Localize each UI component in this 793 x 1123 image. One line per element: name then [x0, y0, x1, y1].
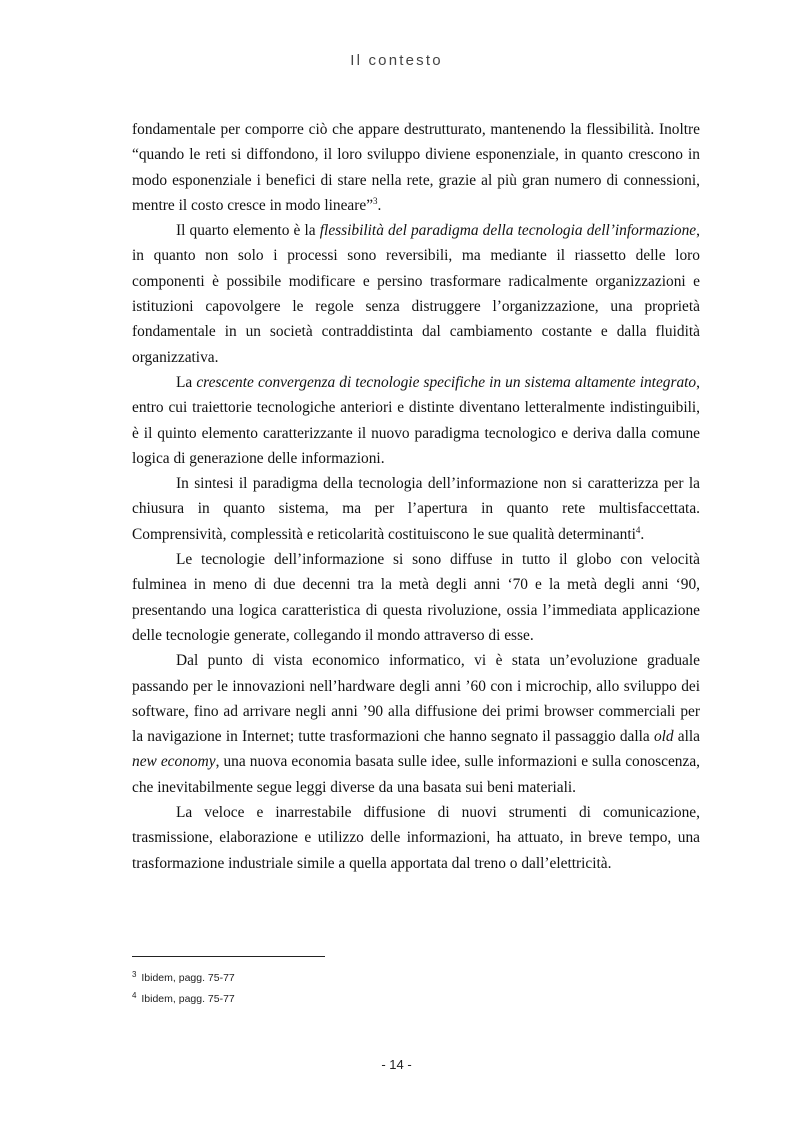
paragraph — [132, 471, 700, 547]
footnote-number: 3 — [132, 970, 137, 979]
paragraph — [132, 648, 700, 800]
emphasis-text: flessibilità del paradigma della tecnologia dell’informazione — [319, 222, 697, 240]
footnote-number: 4 — [132, 991, 137, 1000]
text-run: Dal punto di vista economico informatico, vi è stata un’evoluzione graduale passando per le innovazioni nell’hardware degli anni ’60 con i microchip, allo sviluppo dei software, fino ad arrivare negli anni ’90 alla diffusione dei primi browser commerciali per la navigazione in Internet; tutte trasformazioni che hanno segnato il passaggio dalla — [132, 652, 700, 746]
footnote-ref: 3 — [373, 195, 378, 206]
emphasis-text: old — [653, 728, 674, 746]
footnotes — [132, 968, 700, 1010]
emphasis-text: crescente convergenza di tecnologie specifiche in un sistema altamente integrato — [196, 373, 697, 391]
emphasis-text: new economy — [132, 753, 216, 771]
running-header: Il contesto — [350, 52, 443, 69]
text-run: Le tecnologie dell’informazione si sono diffuse in tutto il globo con velocità fulminea in meno di due decenni tra la metà degli anni ‘70 e la metà degli anni ‘90, presentando una logica caratteristica di questa rivoluzione, ossia l’immediata applicazione delle tecnologie generate, collegando il mondo attraverso di esse. — [132, 551, 700, 644]
paragraph — [132, 218, 700, 370]
footnote-text: Ibidem, pagg. 75-77 — [141, 993, 235, 1005]
footnote — [132, 989, 700, 1010]
paragraph — [132, 117, 700, 218]
footnote — [132, 968, 700, 989]
text-run: , una nuova economia basata sulle idee, sulle informazioni e sulla conoscenza, che inevitabilmente segue leggi diverse da una basata sui beni materiali. — [132, 753, 700, 796]
footnote-ref: 4 — [635, 524, 641, 535]
footnote-text: Ibidem, pagg. 75-77 — [141, 972, 235, 984]
paragraph — [132, 547, 700, 648]
footnote-separator — [132, 956, 325, 957]
text-run: In sintesi il paradigma della tecnologia dell’informazione non si caratterizza per la chiusura in quanto sistema, ma per l’apertura in quanto rete multisfaccettata. Comprensività, complessità e reticolarità costituiscono le sue qualità determinanti — [132, 475, 700, 543]
text-run: alla — [673, 728, 701, 746]
text-run: . — [377, 196, 382, 214]
text-run: La veloce e inarrestabile diffusione di nuovi strumenti di comunicazione, trasmissione, elaborazione e utilizzo delle informazioni, ha attuato, in breve tempo, una trasformazione industriale simile a quella apportata dal treno o dall’elettricità. — [132, 804, 700, 872]
body-text — [132, 117, 700, 876]
paragraph — [132, 370, 700, 471]
paragraph — [132, 800, 700, 876]
text-run: . — [640, 525, 645, 543]
text-run: , in quanto non solo i processi sono reversibili, ma mediante il riassetto delle loro componenti è possibile modificare e persino trasformare radicalmente organizzazioni e istituzioni capovolgere le regole senza distruggere l’organizzazione, una proprietà fondamentale in un società contraddistinta dal cambiamento costante e dalla fluidità organizzativa. — [132, 222, 700, 366]
text-run: Il quarto elemento è la — [176, 222, 320, 240]
text-run: , entro cui traiettorie tecnologiche anteriori e distinte diventano letteralmente indistinguibili, è il quinto elemento caratterizzante il nuovo paradigma tecnologico e deriva dalla comune logica di generazione delle informazioni. — [132, 373, 700, 467]
page-number: - 14 - — [381, 1057, 412, 1072]
text-run: La — [176, 373, 197, 391]
text-run: fondamentale per comporre ciò che appare destrutturato, mantenendo la flessibilità. Inoltre “quando le reti si diffondono, il loro sviluppo diviene esponenziale, in quanto crescono in modo esponenziale i benefici di stare nella rete, grazie al più gran numero di connessioni, mentre il costo cresce in modo lineare” — [132, 121, 700, 214]
